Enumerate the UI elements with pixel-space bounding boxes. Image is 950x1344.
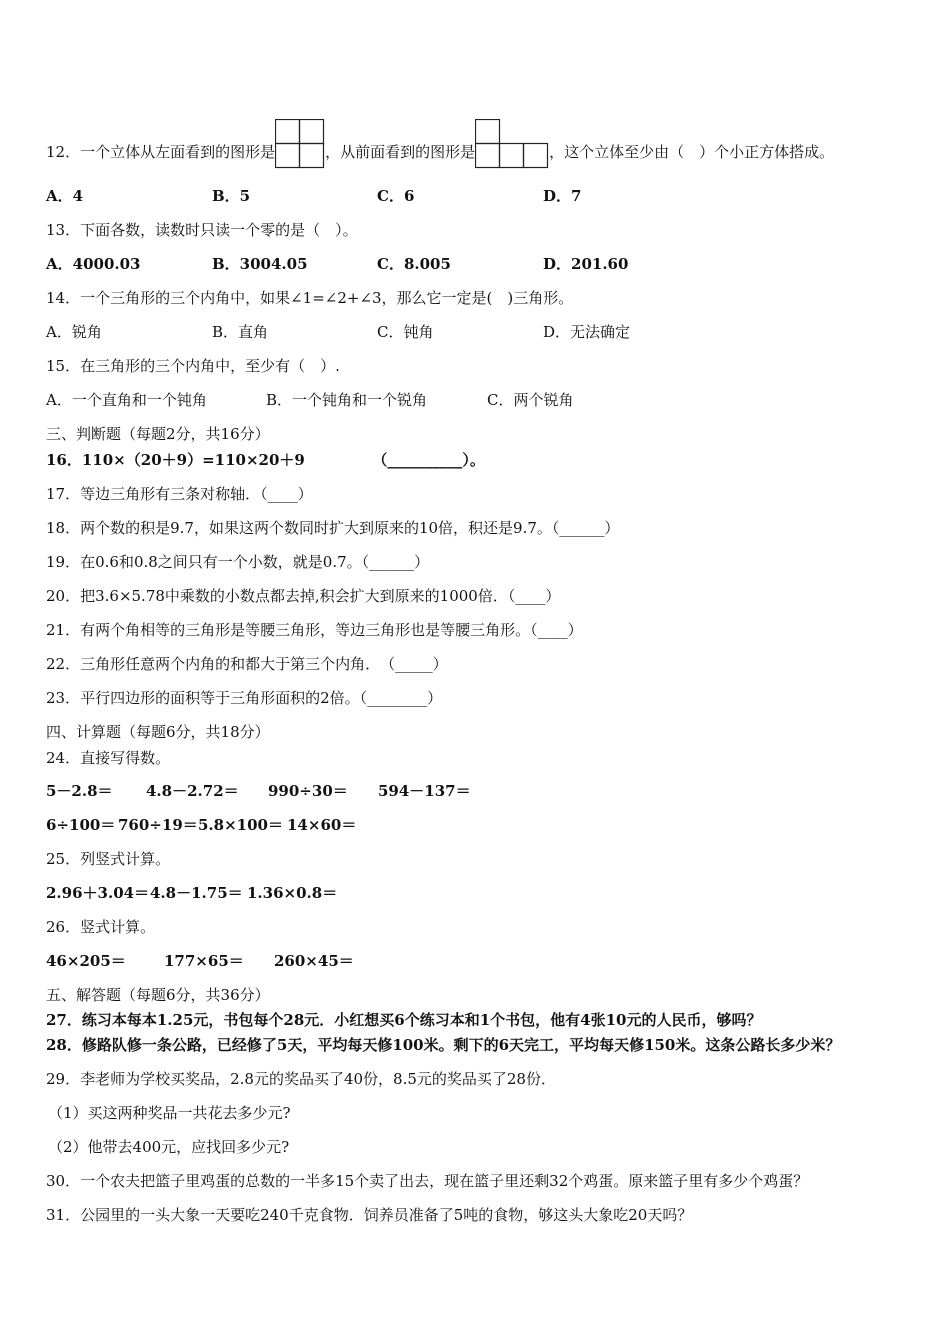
calc-item: 260×45＝ bbox=[274, 952, 354, 970]
q15-option-a[interactable]: A．一个直角和一个钝角 bbox=[46, 391, 207, 409]
q15-option-c[interactable]: C．两个锐角 bbox=[487, 391, 574, 409]
q14-option-b[interactable]: B．直角 bbox=[212, 323, 269, 341]
calc-item: 2.96＋3.04＝ bbox=[46, 884, 150, 902]
question-31: 31．公园里的一头大象一天要吃240千克食物．饲养员准备了5吨的食物，够这头大象吃20天吗？ bbox=[46, 1206, 693, 1224]
section-5-title: 五、解答题（每题6分，共36分） bbox=[46, 986, 270, 1004]
question-28: 28．修路队修一条公路，已经修了5天，平均每天修100米。剩下的6天完工，平均每天修150米。这条公路长多少米？ bbox=[46, 1036, 841, 1054]
question-14: 14．一个三角形的三个内角中，如果∠1=∠2+∠3，那么它一定是( )三角形。 bbox=[46, 289, 574, 307]
section-3-title: 三、判断题（每题2分，共16分） bbox=[46, 425, 270, 443]
q12-option-d[interactable]: D．7 bbox=[543, 187, 582, 205]
question-15: 15．在三角形的三个内角中，至少有（ ）. bbox=[46, 357, 340, 375]
question-21: 21．有两个角相等的三角形是等腰三角形，等边三角形也是等腰三角形。（____） bbox=[46, 621, 583, 639]
calc-item: 4.8－1.75＝ bbox=[150, 884, 243, 902]
question-19: 19．在0.6和0.8之间只有一个小数，就是0.7。（______） bbox=[46, 553, 430, 571]
calc-item: 46×205＝ bbox=[46, 952, 126, 970]
q12-text-part3: ，这个立体至少由（ ）个小正方体搭成。 bbox=[549, 143, 835, 161]
q12-option-c[interactable]: C．6 bbox=[377, 187, 415, 205]
question-29: 29．李老师为学校买奖品，2.8元的奖品买了40份，8.5元的奖品买了28份． bbox=[46, 1070, 556, 1088]
front-view-figure bbox=[475, 119, 549, 169]
calc-item: 5－2.8＝ bbox=[46, 782, 113, 800]
question-26: 26．竖式计算。 bbox=[46, 918, 156, 936]
q14-option-c[interactable]: C．钝角 bbox=[377, 323, 434, 341]
question-17: 17．等边三角形有三条对称轴．（____） bbox=[46, 485, 313, 503]
calc-item: 6÷100＝ bbox=[46, 816, 116, 834]
question-30: 30．一个农夫把篮子里鸡蛋的总数的一半多15个卖了出去，现在篮子里还剩32个鸡蛋。原来篮子里有多少个鸡蛋？ bbox=[46, 1172, 809, 1190]
q13-option-d[interactable]: D．201.60 bbox=[543, 255, 629, 273]
question-22: 22．三角形任意两个内角的和都大于第三个内角． （_____） bbox=[46, 655, 448, 673]
q12-text-part1: 12．一个立体从左面看到的图形是 bbox=[46, 143, 276, 161]
question-13: 13．下面各数，读数时只读一个零的是（ ）。 bbox=[46, 221, 358, 239]
calc-item: 990÷30＝ bbox=[268, 782, 348, 800]
q13-option-b[interactable]: B．3004.05 bbox=[212, 255, 308, 273]
calc-item: 177×65＝ bbox=[164, 952, 244, 970]
q14-option-d[interactable]: D．无法确定 bbox=[543, 323, 631, 341]
question-23: 23．平行四边形的面积等于三角形面积的2倍。（________） bbox=[46, 689, 443, 707]
q13-option-a[interactable]: A．4000.03 bbox=[46, 255, 141, 273]
question-29-part-1: （1）买这两种奖品一共花去多少元? bbox=[48, 1104, 291, 1122]
q15-option-b[interactable]: B．一个钝角和一个锐角 bbox=[266, 391, 428, 409]
q14-option-a[interactable]: A．锐角 bbox=[46, 323, 102, 341]
question-12 bbox=[46, 128, 835, 161]
question-27: 27．练习本每本1.25元，书包每个28元．小红想买6个练习本和1个书包，他有4张10元的人民币，够吗？ bbox=[46, 1011, 762, 1029]
calc-item: 14×60＝ bbox=[287, 816, 357, 834]
section-4-title: 四、计算题（每题6分，共18分） bbox=[46, 723, 270, 741]
q12-text-part2: ，从前面看到的图形是 bbox=[325, 143, 476, 161]
calc-item: 5.8×100＝ bbox=[198, 816, 283, 834]
question-18: 18．两个数的积是9.7，如果这两个数同时扩大到原来的10倍，积还是9.7。（______） bbox=[46, 519, 620, 537]
calc-item: 760÷19＝ bbox=[118, 816, 198, 834]
q12-option-a[interactable]: A．4 bbox=[46, 187, 84, 205]
question-16: 16．110×（20＋9）=110×20＋9 （__________）。 bbox=[46, 451, 485, 469]
question-25: 25．列竖式计算。 bbox=[46, 850, 171, 868]
q12-option-b[interactable]: B．5 bbox=[212, 187, 251, 205]
question-20: 20．把3.6×5.78中乘数的小数点都去掉,积会扩大到原来的1000倍．（____） bbox=[46, 587, 561, 605]
calc-item: 594－137＝ bbox=[378, 782, 471, 800]
question-29-part-2: （2）他带去400元，应找回多少元? bbox=[48, 1138, 290, 1156]
question-24: 24．直接写得数。 bbox=[46, 749, 171, 767]
calc-item: 1.36×0.8＝ bbox=[247, 884, 338, 902]
left-view-figure bbox=[275, 119, 325, 169]
q13-option-c[interactable]: C．8.005 bbox=[377, 255, 451, 273]
calc-item: 4.8－2.72＝ bbox=[146, 782, 239, 800]
